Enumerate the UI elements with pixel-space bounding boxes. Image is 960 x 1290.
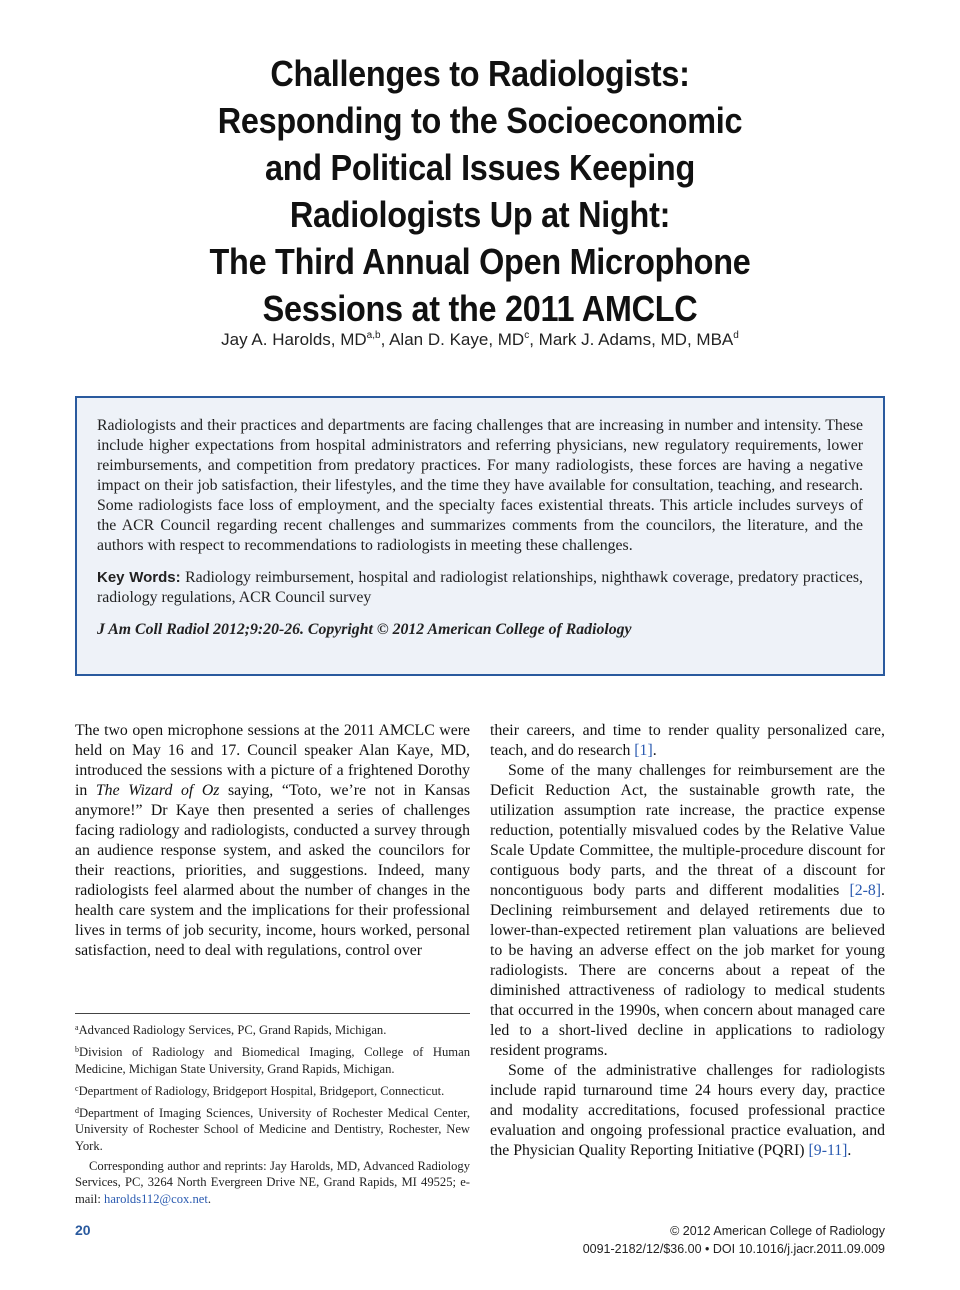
author-affiliation: d [733,330,739,341]
corresponding-author [75,1158,470,1208]
title-line: Sessions at the 2011 AMCLC [262,288,698,329]
footer-copyright: © 2012 American College of Radiology [670,1224,885,1238]
footnote-mark: c [75,1083,79,1093]
footnote-mark: d [75,1105,79,1115]
footnote [75,1042,470,1077]
footnote-text: Department of Imaging Sciences, University of Rochester Medical Center, University of Rochester School of Medicine and Dentistry, Rochester, New York. [75,1105,470,1153]
body-text: . [847,1142,852,1159]
body-paragraph [490,761,885,1061]
abstract-box [75,396,885,676]
body-text: Some of the administrative challenges for radiologists include rapid turnaround time 24 hours every day, practice and modality accreditations, focused professional practice evaluation and ongoing professional practice evaluation, and the Physician Quality Reporting Initiative (PQRI) [490,1062,885,1159]
corresponding-text: Corresponding author and reprints: Jay Harolds, MD, Advanced Radiology Services, PC, 3264 North Evergreen Drive NE, Grand Rapids, MI 49525; e-mail: [75,1158,470,1206]
author-list [60,330,900,350]
footnotes [75,1020,470,1211]
footnote-text: Advanced Radiology Services, PC, Grand Rapids, Michigan. [78,1023,387,1037]
page-footer [583,1222,885,1258]
body-text: their careers, and time to render quality personalized care, teach, and do research [490,722,885,759]
page-number: 20 [75,1222,91,1238]
body-text: . [652,742,657,759]
title-line: The Third Annual Open Microphone [209,241,751,282]
body-text: Some of the many challenges for reimbursement are the Deficit Reduction Act, the sustainable growth rate, the utilization assumption rate increase, the practice expense reduction, potentially misvalued codes by the Relative Value Scale Update Committee, the multiple-procedure discount for contiguous body parts, and the threat of a discount for noncontiguous body parts and different modalities [490,762,885,899]
article-title [102,50,858,332]
title-line: Radiologists Up at Night: [289,194,671,235]
footnote [75,1020,470,1039]
footnote-mark: b [75,1045,79,1054]
footnote-mark: a [75,1023,79,1032]
email-link[interactable]: harolds112@cox.net [104,1191,208,1206]
footnote-divider [75,1013,470,1014]
body-column-left [75,721,470,961]
title-line: and Political Issues Keeping [265,147,695,188]
footnote [75,1081,470,1100]
body-paragraph [75,721,470,961]
author-affiliation: c [524,330,530,341]
author-separator: , [529,330,539,349]
footnote-text: Department of Radiology, Bridgeport Hospital, Bridgeport, Connecticut. [78,1083,445,1098]
body-text: . Declining reimbursement and delayed retirements due to lower-than-expected retirement plan valuations are believed to be having an adverse effect on the job market for young radiologists. There are concerns about a repeat of the diminished attractiveness of radiology to medical students that occurred in the 1990s, when concern about managed care led to a short-lived decline in applications to radiology resident programs. [490,882,885,1059]
title-line: Responding to the Socioeconomic [217,100,743,141]
corresponding-text: . [207,1191,211,1206]
reference-link[interactable]: [1] [634,742,653,759]
footnote [75,1103,470,1155]
author-affiliation: a,b [366,330,381,341]
body-paragraph [490,1061,885,1161]
reference-link[interactable]: [9-11] [808,1142,848,1159]
author-name: Mark J. Adams, MD, MBA [538,330,734,349]
author-name: Alan D. Kaye, MD [389,330,525,349]
key-words [97,568,863,608]
author-name: Jay A. Harolds, MD [221,330,367,349]
body-column-right [490,721,885,1161]
key-words-text: Radiology reimbursement, hospital and radiologist relationships, nighthawk coverage, predatory practices, radiology regulations, ACR Council survey [97,569,864,606]
title-line: Challenges to Radiologists: [270,53,690,94]
body-paragraph [490,721,885,761]
abstract-text: Radiologists and their practices and departments are facing challenges that are increasing in number and intensity. These include higher expectations from hospital administrators and referring physicians, new regulatory requirements, lower reimbursements, and competition from predatory practices. For many radiologists, these forces are having a negative impact on their job satisfaction, their lifestyles, and the time they have available for consultation, teaching, and research. Some radiologists face loss of employment, and the specialty faces existential threats. This article includes surveys of the ACR Council regarding recent challenges and summarizes comments from the councilors, the literature, and the authors with respect to recommendations to radiologists in meeting these challenges. [97,417,863,554]
journal-citation: J Am Coll Radiol 2012;9:20-26. Copyright © 2012 American College of Radiology [97,621,632,638]
body-text: saying, “Toto, we’re not in Kansas anymore!” Dr Kaye then presented a series of challenges facing radiology and radiologists, conducted a survey through an audience response system, and asked the councilors for their reactions, priorities, and suggestions. Indeed, many radiologists feel alarmed about the number of changes in the health care system and the implications for their professional lives in terms of job security, income, hours worked, personal satisfaction, need to deal with regulations, control over [75,782,470,959]
body-text: The two open microphone sessions at the 2011 AMCLC were held on May 16 and 17. Council speaker Alan Kaye, MD, introduced the sessions with a picture of a frightened Dorothy in [75,722,470,799]
body-text-italic: The Wizard of Oz [95,782,220,799]
footer-doi: 0091-2182/12/$36.00 • DOI 10.1016/j.jacr.2011.09.009 [582,1242,885,1256]
reference-link[interactable]: [2-8] [849,882,882,899]
footnote-text: Division of Radiology and Biomedical Imaging, College of Human Medicine, Michigan State University, Grand Rapids, Michigan. [75,1045,470,1076]
author-separator: , [380,330,390,349]
key-words-label: Key Words: [97,569,181,586]
